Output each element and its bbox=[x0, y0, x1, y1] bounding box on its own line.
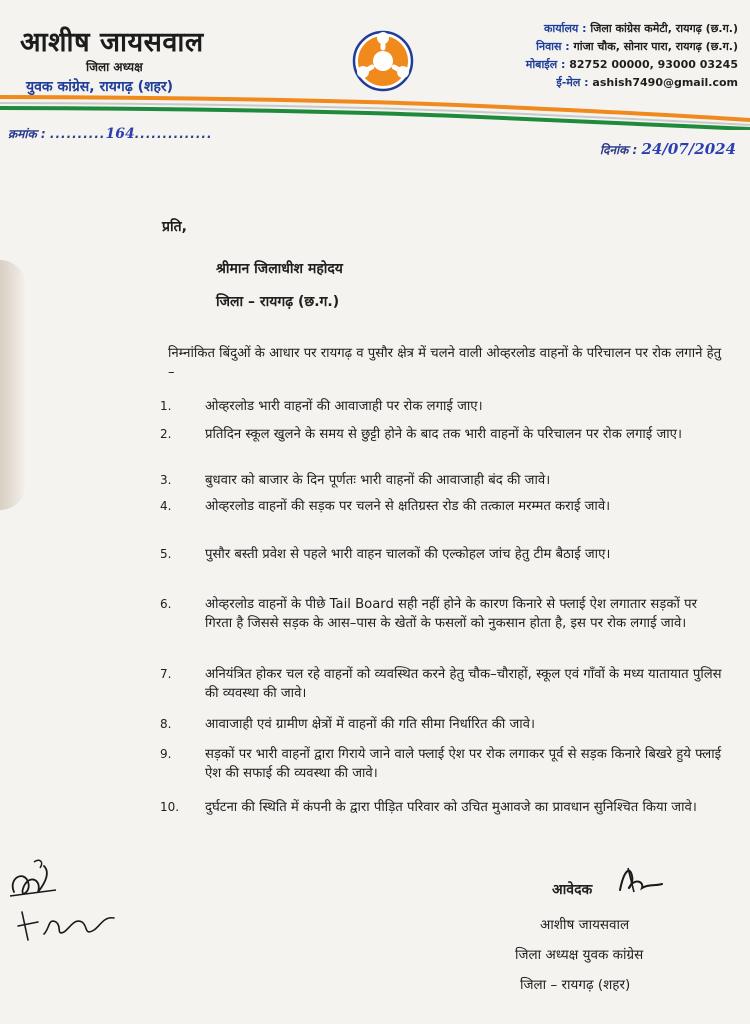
item-text: अनियंत्रित होकर चल रहे वाहनों को व्यवस्थित करने हेतु चौक–चौराहों, स्कूल एवं गाँवों के मध्य यातायात पुलिस की व्यवस्था की जावे। bbox=[205, 667, 722, 701]
list-item bbox=[160, 798, 726, 817]
ref-dots: .......... bbox=[49, 127, 106, 141]
item-number: 5. bbox=[160, 547, 172, 561]
letterhead-post: जिला अध्यक्ष bbox=[86, 60, 143, 74]
reference-number bbox=[8, 125, 213, 142]
item-number: 3. bbox=[160, 473, 172, 487]
mobile-label: मोबाईल : bbox=[525, 58, 566, 71]
office-line bbox=[438, 20, 738, 38]
finger-shadow bbox=[0, 260, 26, 510]
item-text: ओव्हरलोड वाहनों के पीछे Tail Board सही नहीं होने के कारण किनारे से फ्लाई ऐश लगातार सड़कों पर गिरता है जिससे सड़क के आस–पास के खेतों के फसलों को नुकसान होता है, इस पर रोक लगाई जावे। bbox=[205, 597, 697, 631]
applicant-post: जिला अध्यक्ष युवक कांग्रेस bbox=[515, 947, 644, 963]
office-value: जिला कांग्रेस कमेटी, रायगढ़ (छ.ग.) bbox=[590, 22, 738, 35]
addressee-district: जिला – रायगढ़ (छ.ग.) bbox=[216, 294, 340, 310]
item-number: 1. bbox=[160, 399, 172, 413]
item-number: 2. bbox=[160, 427, 172, 441]
mobile-value: 82752 00000, 93000 03245 bbox=[569, 58, 738, 71]
list-item bbox=[160, 545, 726, 564]
list-item bbox=[160, 745, 726, 783]
list-item bbox=[160, 595, 726, 633]
item-text: बुधवार को बाजार के दिन पूर्णतः भारी वाहनों की आवाजाही बंद की जावे। bbox=[205, 473, 551, 488]
item-text: सड़कों पर भारी वाहनों द्वारा गिराये जाने वाले फ्लाई ऐश पर रोक लगाकर पूर्व से सड़क किनारे बिखरे हुये फ्लाई ऐश की सफाई की व्यवस्था की जावे। bbox=[205, 747, 722, 781]
item-text: आवाजाही एवं ग्रामीण क्षेत्रों में वाहनों की गति सीमा निर्धारित की जावे। bbox=[205, 717, 535, 732]
residence-label: निवास : bbox=[536, 40, 570, 53]
applicant-label: आवेदक bbox=[552, 882, 593, 898]
salutation: प्रति, bbox=[162, 219, 187, 235]
item-number: 8. bbox=[160, 717, 172, 731]
residence-value: गांजा चौक, सोनार पारा, रायगढ़ (छ.ग.) bbox=[573, 40, 738, 53]
intro-paragraph: निम्नांकित बिंदुओं के आधार पर रायगढ़ व पुसौर क्षेत्र में चलने वाली ओव्हरलोड वाहनों के परिचालन पर रोक लगाने हेतु – bbox=[168, 346, 722, 380]
ref-label: क्रमांक : bbox=[8, 127, 46, 141]
ref-value: 164 bbox=[105, 126, 135, 142]
list-item bbox=[160, 471, 726, 490]
list-item bbox=[160, 497, 726, 516]
ref-dots-tail: .............. bbox=[134, 127, 213, 141]
item-text: पुसौर बस्ती प्रवेश से पहले भारी वाहन चालकों की एल्कोहल जांच हेतु टीम बैठाई जाए। bbox=[205, 547, 611, 562]
mobile-line bbox=[438, 56, 738, 74]
email-line bbox=[438, 74, 738, 92]
letterhead-name: आशीष जायसवाल bbox=[20, 27, 204, 58]
list-item bbox=[160, 397, 726, 416]
item-number: 7. bbox=[160, 667, 172, 681]
list-item bbox=[160, 665, 726, 703]
item-text: ओव्हरलोड भारी वाहनों की आवाजाही पर रोक लगाई जाए। bbox=[205, 399, 483, 414]
applicant-name: आशीष जायसवाल bbox=[540, 917, 630, 933]
letterhead-org: युवक कांग्रेस, रायगढ़ (शहर) bbox=[26, 79, 174, 95]
item-text: प्रतिदिन स्कूल खुलने के समय से छुट्टी होने के बाद तक भारी वाहनों के परिचालन पर रोक लगाई जाए। bbox=[205, 427, 682, 442]
item-number: 10. bbox=[160, 800, 180, 814]
email-value: ashish7490@gmail.com bbox=[592, 76, 738, 89]
item-number: 4. bbox=[160, 499, 172, 513]
item-text: दुर्घटना की स्थिति में कंपनी के द्वारा पीड़ित परिवार को उचित मुआवजे का प्रावधान सुनिश्चित किया जावे। bbox=[205, 800, 697, 815]
list-item bbox=[160, 715, 726, 734]
addressee: श्रीमान जिलाधीश महोदय bbox=[216, 261, 343, 277]
residence-line bbox=[438, 38, 738, 56]
item-number: 6. bbox=[160, 597, 172, 611]
date-label: दिनांक : bbox=[599, 143, 638, 157]
date-value: 24/07/2024 bbox=[641, 140, 736, 158]
congress-logo-icon bbox=[352, 30, 414, 92]
email-label: ई-मेल : bbox=[556, 76, 589, 89]
office-label: कार्यालय : bbox=[543, 22, 587, 35]
signature-scribble bbox=[612, 862, 668, 898]
letter-date bbox=[600, 140, 736, 158]
applicant-district: जिला – रायगढ़ (शहर) bbox=[520, 977, 631, 993]
item-number: 9. bbox=[160, 747, 172, 761]
margin-signature bbox=[4, 852, 122, 946]
letterhead-contact bbox=[438, 20, 738, 92]
list-item bbox=[160, 425, 726, 444]
item-text: ओव्हरलोड वाहनों की सड़क पर चलने से क्षतिग्रस्त रोड की तत्काल मरम्मत कराई जावे। bbox=[205, 499, 611, 514]
